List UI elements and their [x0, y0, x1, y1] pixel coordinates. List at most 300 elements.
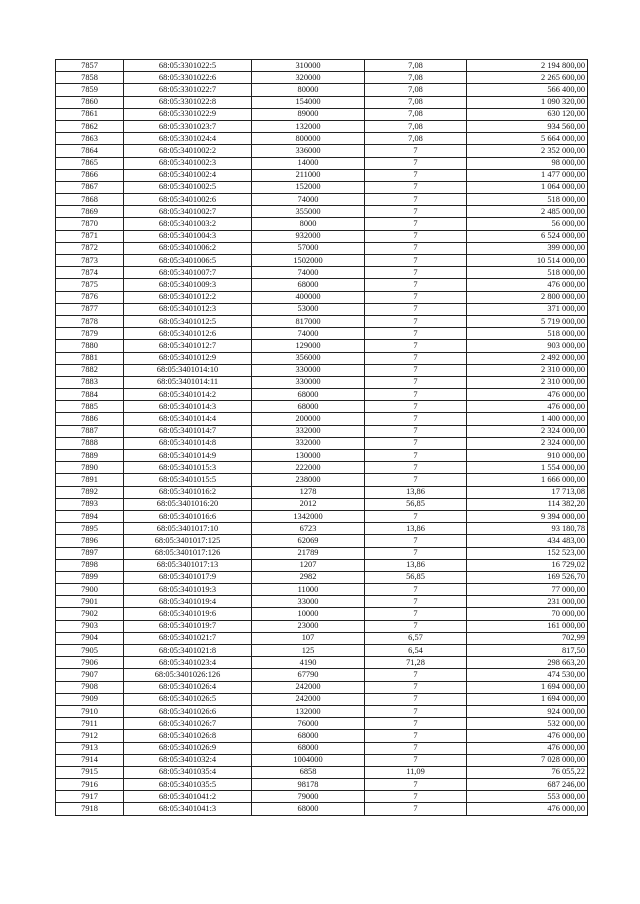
- cell-area: 68000: [252, 279, 365, 291]
- cell-cadastral-number: 68:05:3401014:2: [124, 389, 252, 401]
- cell-area: 222000: [252, 462, 365, 474]
- cell-number: 7883: [56, 376, 124, 388]
- table-row: [56, 120, 588, 132]
- cell-area: 33000: [252, 596, 365, 608]
- cell-area: 1004000: [252, 754, 365, 766]
- cell-cadastral-number: 68:05:3401016:2: [124, 486, 252, 498]
- cell-cadastral-number: 68:05:3401021:8: [124, 645, 252, 657]
- cell-cost: 1 666 000,00: [467, 474, 588, 486]
- cell-number: 7869: [56, 206, 124, 218]
- cell-cost: 1 694 000,00: [467, 681, 588, 693]
- cell-number: 7913: [56, 742, 124, 754]
- cell-area: 154000: [252, 96, 365, 108]
- cell-cadastral-number: 68:05:3401002:2: [124, 145, 252, 157]
- cell-rate: 13,86: [365, 486, 467, 498]
- cell-cost: 152 523,00: [467, 547, 588, 559]
- cell-cadastral-number: 68:05:3401017:9: [124, 571, 252, 583]
- cell-area: 125: [252, 645, 365, 657]
- cell-cadastral-number: 68:05:3401019:7: [124, 620, 252, 632]
- table-row: [56, 645, 588, 657]
- cell-cost: 10 514 000,00: [467, 255, 588, 267]
- cell-number: 7865: [56, 157, 124, 169]
- cell-rate: 7: [365, 255, 467, 267]
- cell-area: 4190: [252, 657, 365, 669]
- table-row: [56, 157, 588, 169]
- cell-number: 7874: [56, 267, 124, 279]
- cell-number: 7859: [56, 84, 124, 96]
- cell-number: 7885: [56, 401, 124, 413]
- cell-rate: 7: [365, 352, 467, 364]
- cell-cadastral-number: 68:05:3401014:11: [124, 376, 252, 388]
- cell-rate: 56,85: [365, 498, 467, 510]
- cell-cadastral-number: 68:05:3401017:13: [124, 559, 252, 571]
- cell-area: 79000: [252, 791, 365, 803]
- cell-cadastral-number: 68:05:3401026:7: [124, 718, 252, 730]
- cell-number: 7879: [56, 328, 124, 340]
- cell-cadastral-number: 68:05:3301022:5: [124, 60, 252, 72]
- cell-cost: 910 000,00: [467, 450, 588, 462]
- table-row: [56, 376, 588, 388]
- cell-cadastral-number: 68:05:3401017:125: [124, 535, 252, 547]
- cell-cadastral-number: 68:05:3401003:2: [124, 218, 252, 230]
- cell-area: 132000: [252, 120, 365, 132]
- table-row: [56, 462, 588, 474]
- cell-rate: 7: [365, 437, 467, 449]
- cell-rate: 7: [365, 693, 467, 705]
- cell-number: 7917: [56, 791, 124, 803]
- cell-cadastral-number: 68:05:3401021:7: [124, 632, 252, 644]
- cell-cost: 476 000,00: [467, 803, 588, 815]
- table-row: [56, 681, 588, 693]
- cell-number: 7894: [56, 510, 124, 522]
- cell-cadastral-number: 68:05:3401035:5: [124, 779, 252, 791]
- table-row: [56, 657, 588, 669]
- cell-area: 800000: [252, 133, 365, 145]
- cell-cadastral-number: 68:05:3401014:10: [124, 364, 252, 376]
- cell-area: 356000: [252, 352, 365, 364]
- cell-cadastral-number: 68:05:3401014:9: [124, 450, 252, 462]
- cell-rate: 6,54: [365, 645, 467, 657]
- cell-area: 332000: [252, 425, 365, 437]
- table-row: [56, 340, 588, 352]
- cell-rate: 7: [365, 242, 467, 254]
- cell-rate: 7: [365, 596, 467, 608]
- cell-rate: 11,09: [365, 766, 467, 778]
- cell-area: 336000: [252, 145, 365, 157]
- cell-area: 129000: [252, 340, 365, 352]
- cell-cadastral-number: 68:05:3401014:3: [124, 401, 252, 413]
- cell-number: 7858: [56, 72, 124, 84]
- table-body: [56, 60, 588, 816]
- cell-cost: 702,99: [467, 632, 588, 644]
- cell-number: 7911: [56, 718, 124, 730]
- cell-area: 23000: [252, 620, 365, 632]
- cell-cadastral-number: 68:05:3301022:8: [124, 96, 252, 108]
- cell-cost: 476 000,00: [467, 730, 588, 742]
- table-row: [56, 596, 588, 608]
- cell-cost: 114 382,20: [467, 498, 588, 510]
- cell-cadastral-number: 68:05:3401012:6: [124, 328, 252, 340]
- cell-cost: 161 000,00: [467, 620, 588, 632]
- table-row: [56, 145, 588, 157]
- cell-cadastral-number: 68:05:3401016:6: [124, 510, 252, 522]
- cell-rate: 13,86: [365, 559, 467, 571]
- cell-number: 7875: [56, 279, 124, 291]
- cell-rate: 7: [365, 669, 467, 681]
- cell-rate: 7: [365, 279, 467, 291]
- cell-area: 8000: [252, 218, 365, 230]
- cell-cost: 1 694 000,00: [467, 693, 588, 705]
- cell-cost: 1 400 000,00: [467, 413, 588, 425]
- cell-area: 68000: [252, 401, 365, 413]
- cell-cadastral-number: 68:05:3401023:4: [124, 657, 252, 669]
- cell-rate: 7: [365, 779, 467, 791]
- cell-cadastral-number: 68:05:3401004:3: [124, 230, 252, 242]
- cell-number: 7895: [56, 523, 124, 535]
- cell-number: 7903: [56, 620, 124, 632]
- cell-rate: 7: [365, 218, 467, 230]
- cell-number: 7902: [56, 608, 124, 620]
- cell-cost: 2 492 000,00: [467, 352, 588, 364]
- table-row: [56, 194, 588, 206]
- cell-cadastral-number: 68:05:3401041:3: [124, 803, 252, 815]
- cell-number: 7862: [56, 120, 124, 132]
- cell-number: 7866: [56, 169, 124, 181]
- table-row: [56, 584, 588, 596]
- table-row: [56, 523, 588, 535]
- cell-cost: 476 000,00: [467, 279, 588, 291]
- cell-cadastral-number: 68:05:3401026:126: [124, 669, 252, 681]
- cell-cost: 474 530,00: [467, 669, 588, 681]
- cell-cost: 70 000,00: [467, 608, 588, 620]
- cell-area: 76000: [252, 718, 365, 730]
- cell-cadastral-number: 68:05:3401019:6: [124, 608, 252, 620]
- cell-number: 7898: [56, 559, 124, 571]
- cell-cost: 77 000,00: [467, 584, 588, 596]
- table-row: [56, 535, 588, 547]
- cell-rate: 7: [365, 462, 467, 474]
- cell-cost: 371 000,00: [467, 303, 588, 315]
- cell-number: 7873: [56, 255, 124, 267]
- cell-area: 932000: [252, 230, 365, 242]
- cell-rate: 7,08: [365, 133, 467, 145]
- cell-number: 7867: [56, 181, 124, 193]
- cell-cadastral-number: 68:05:3401012:5: [124, 315, 252, 327]
- cell-cadastral-number: 68:05:3401016:20: [124, 498, 252, 510]
- table-row: [56, 303, 588, 315]
- cell-cost: 553 000,00: [467, 791, 588, 803]
- cell-cadastral-number: 68:05:3401032:4: [124, 754, 252, 766]
- cell-cadastral-number: 68:05:3401026:8: [124, 730, 252, 742]
- cell-cost: 518 000,00: [467, 328, 588, 340]
- cell-number: 7877: [56, 303, 124, 315]
- table-row: [56, 571, 588, 583]
- cell-area: 238000: [252, 474, 365, 486]
- cell-cadastral-number: 68:05:3401014:8: [124, 437, 252, 449]
- cell-number: 7881: [56, 352, 124, 364]
- cell-cost: 298 663,20: [467, 657, 588, 669]
- cell-number: 7863: [56, 133, 124, 145]
- table-row: [56, 230, 588, 242]
- cell-number: 7887: [56, 425, 124, 437]
- cell-area: 132000: [252, 705, 365, 717]
- table-row: [56, 133, 588, 145]
- cadastral-value-table: [55, 59, 588, 816]
- cell-cost: 231 000,00: [467, 596, 588, 608]
- cell-cost: 476 000,00: [467, 401, 588, 413]
- cell-cost: 5 664 000,00: [467, 133, 588, 145]
- cell-area: 330000: [252, 364, 365, 376]
- cell-cadastral-number: 68:05:3401035:4: [124, 766, 252, 778]
- table-row: [56, 181, 588, 193]
- cell-rate: 13,86: [365, 523, 467, 535]
- cell-rate: 7: [365, 413, 467, 425]
- cell-cost: 399 000,00: [467, 242, 588, 254]
- cell-cost: 934 560,00: [467, 120, 588, 132]
- cell-cost: 532 000,00: [467, 718, 588, 730]
- cell-rate: 7: [365, 315, 467, 327]
- cell-area: 74000: [252, 267, 365, 279]
- cell-area: 6723: [252, 523, 365, 535]
- cell-cost: 1 477 000,00: [467, 169, 588, 181]
- table-row: [56, 608, 588, 620]
- cell-cadastral-number: 68:05:3401002:6: [124, 194, 252, 206]
- cell-rate: 7,08: [365, 96, 467, 108]
- cell-rate: 7: [365, 376, 467, 388]
- cell-area: 332000: [252, 437, 365, 449]
- cell-cost: 476 000,00: [467, 742, 588, 754]
- cell-rate: 7: [365, 535, 467, 547]
- table-row: [56, 486, 588, 498]
- cell-rate: 7: [365, 425, 467, 437]
- cell-area: 57000: [252, 242, 365, 254]
- cell-cadastral-number: 68:05:3401002:3: [124, 157, 252, 169]
- cell-number: 7900: [56, 584, 124, 596]
- cell-cost: 903 000,00: [467, 340, 588, 352]
- cell-area: 355000: [252, 206, 365, 218]
- table-row: [56, 279, 588, 291]
- table-row: [56, 632, 588, 644]
- cell-cadastral-number: 68:05:3401002:7: [124, 206, 252, 218]
- cell-rate: 7: [365, 267, 467, 279]
- cell-cost: 924 000,00: [467, 705, 588, 717]
- cell-area: 11000: [252, 584, 365, 596]
- cell-cost: 476 000,00: [467, 389, 588, 401]
- cell-number: 7860: [56, 96, 124, 108]
- table-row: [56, 255, 588, 267]
- cell-rate: 7: [365, 169, 467, 181]
- table-row: [56, 498, 588, 510]
- cell-number: 7909: [56, 693, 124, 705]
- cell-cost: 2 485 000,00: [467, 206, 588, 218]
- cell-number: 7910: [56, 705, 124, 717]
- cell-number: 7899: [56, 571, 124, 583]
- table-row: [56, 718, 588, 730]
- cell-area: 53000: [252, 303, 365, 315]
- cell-rate: 7: [365, 705, 467, 717]
- cell-number: 7857: [56, 60, 124, 72]
- cell-cadastral-number: 68:05:3401012:9: [124, 352, 252, 364]
- cell-cadastral-number: 68:05:3401012:3: [124, 303, 252, 315]
- cell-rate: 7: [365, 791, 467, 803]
- cell-number: 7872: [56, 242, 124, 254]
- cell-rate: 7,08: [365, 108, 467, 120]
- cell-rate: 7: [365, 584, 467, 596]
- cell-cost: 630 120,00: [467, 108, 588, 120]
- cell-cadastral-number: 68:05:3401019:3: [124, 584, 252, 596]
- cell-rate: 7: [365, 328, 467, 340]
- cell-cadastral-number: 68:05:3401012:2: [124, 291, 252, 303]
- cell-number: 7889: [56, 450, 124, 462]
- cell-cost: 17 713,08: [467, 486, 588, 498]
- cell-cost: 6 524 000,00: [467, 230, 588, 242]
- cell-area: 21789: [252, 547, 365, 559]
- table-row: [56, 328, 588, 340]
- cell-rate: 7: [365, 474, 467, 486]
- cell-number: 7882: [56, 364, 124, 376]
- cell-number: 7912: [56, 730, 124, 742]
- cell-rate: 7: [365, 389, 467, 401]
- cell-cost: 2 310 000,00: [467, 364, 588, 376]
- cell-rate: 7: [365, 364, 467, 376]
- cell-cadastral-number: 68:05:3401019:4: [124, 596, 252, 608]
- cell-number: 7891: [56, 474, 124, 486]
- cell-rate: 7: [365, 620, 467, 632]
- cell-cost: 169 526,70: [467, 571, 588, 583]
- cell-cost: 566 400,00: [467, 84, 588, 96]
- table-row: [56, 779, 588, 791]
- cell-number: 7904: [56, 632, 124, 644]
- cell-area: 6858: [252, 766, 365, 778]
- cell-rate: 7: [365, 510, 467, 522]
- cell-rate: 7,08: [365, 72, 467, 84]
- table-row: [56, 450, 588, 462]
- cell-area: 107: [252, 632, 365, 644]
- cell-area: 130000: [252, 450, 365, 462]
- cell-number: 7861: [56, 108, 124, 120]
- cell-rate: 7: [365, 157, 467, 169]
- cell-number: 7905: [56, 645, 124, 657]
- cell-number: 7868: [56, 194, 124, 206]
- cell-cost: 1 090 320,00: [467, 96, 588, 108]
- cell-cadastral-number: 68:05:3401002:4: [124, 169, 252, 181]
- cell-rate: 7,08: [365, 60, 467, 72]
- cell-area: 2982: [252, 571, 365, 583]
- cell-cost: 2 352 000,00: [467, 145, 588, 157]
- cell-area: 320000: [252, 72, 365, 84]
- table-row: [56, 169, 588, 181]
- cell-rate: 7: [365, 450, 467, 462]
- cell-number: 7886: [56, 413, 124, 425]
- cell-cost: 2 310 000,00: [467, 376, 588, 388]
- cell-rate: 7: [365, 145, 467, 157]
- cell-cadastral-number: 68:05:3401026:6: [124, 705, 252, 717]
- cell-cost: 817,50: [467, 645, 588, 657]
- cell-cadastral-number: 68:05:3401017:10: [124, 523, 252, 535]
- cell-rate: 7: [365, 730, 467, 742]
- cell-cadastral-number: 68:05:3401012:7: [124, 340, 252, 352]
- table-row: [56, 108, 588, 120]
- cell-area: 74000: [252, 328, 365, 340]
- cell-rate: 7: [365, 681, 467, 693]
- cell-rate: 7: [365, 718, 467, 730]
- table-row: [56, 559, 588, 571]
- cell-cadastral-number: 68:05:3301022:6: [124, 72, 252, 84]
- cell-cadastral-number: 68:05:3401026:4: [124, 681, 252, 693]
- cell-cadastral-number: 68:05:3401017:126: [124, 547, 252, 559]
- cell-number: 7880: [56, 340, 124, 352]
- cell-rate: 7: [365, 803, 467, 815]
- cell-cadastral-number: 68:05:3401006:2: [124, 242, 252, 254]
- cell-area: 400000: [252, 291, 365, 303]
- cell-area: 74000: [252, 194, 365, 206]
- table-row: [56, 352, 588, 364]
- cell-area: 200000: [252, 413, 365, 425]
- cell-cost: 56 000,00: [467, 218, 588, 230]
- table-row: [56, 413, 588, 425]
- cell-area: 1278: [252, 486, 365, 498]
- cell-cost: 518 000,00: [467, 194, 588, 206]
- cell-cost: 1 064 000,00: [467, 181, 588, 193]
- cell-number: 7871: [56, 230, 124, 242]
- cell-number: 7893: [56, 498, 124, 510]
- cell-cadastral-number: 68:05:3401014:4: [124, 413, 252, 425]
- cell-number: 7876: [56, 291, 124, 303]
- table-row: [56, 72, 588, 84]
- table-row: [56, 364, 588, 376]
- cell-number: 7870: [56, 218, 124, 230]
- cell-rate: 7: [365, 181, 467, 193]
- cell-cost: 16 729,02: [467, 559, 588, 571]
- cell-area: 1342000: [252, 510, 365, 522]
- cell-area: 67790: [252, 669, 365, 681]
- table-row: [56, 437, 588, 449]
- table-row: [56, 705, 588, 717]
- cell-cost: 2 265 600,00: [467, 72, 588, 84]
- cell-area: 14000: [252, 157, 365, 169]
- cell-cost: 2 800 000,00: [467, 291, 588, 303]
- cell-cost: 1 554 000,00: [467, 462, 588, 474]
- table-row: [56, 754, 588, 766]
- cell-cadastral-number: 68:05:3401009:3: [124, 279, 252, 291]
- table-row: [56, 60, 588, 72]
- cell-rate: 56,85: [365, 571, 467, 583]
- cell-cadastral-number: 68:05:3301023:7: [124, 120, 252, 132]
- cell-number: 7890: [56, 462, 124, 474]
- cell-number: 7888: [56, 437, 124, 449]
- table-row: [56, 401, 588, 413]
- cell-cost: 687 246,00: [467, 779, 588, 791]
- cell-cost: 2 324 000,00: [467, 437, 588, 449]
- cell-area: 89000: [252, 108, 365, 120]
- cell-number: 7914: [56, 754, 124, 766]
- cell-cadastral-number: 68:05:3401014:7: [124, 425, 252, 437]
- cell-area: 2012: [252, 498, 365, 510]
- cell-number: 7897: [56, 547, 124, 559]
- table-row: [56, 766, 588, 778]
- cell-cost: 93 180,78: [467, 523, 588, 535]
- cell-area: 1502000: [252, 255, 365, 267]
- cell-area: 68000: [252, 742, 365, 754]
- cell-cadastral-number: 68:05:3301022:7: [124, 84, 252, 96]
- cell-cost: 76 055,22: [467, 766, 588, 778]
- cell-number: 7884: [56, 389, 124, 401]
- cell-cadastral-number: 68:05:3401007:7: [124, 267, 252, 279]
- cell-number: 7907: [56, 669, 124, 681]
- cell-cost: 98 000,00: [467, 157, 588, 169]
- cell-rate: 7,08: [365, 84, 467, 96]
- cell-cadastral-number: 68:05:3401026:5: [124, 693, 252, 705]
